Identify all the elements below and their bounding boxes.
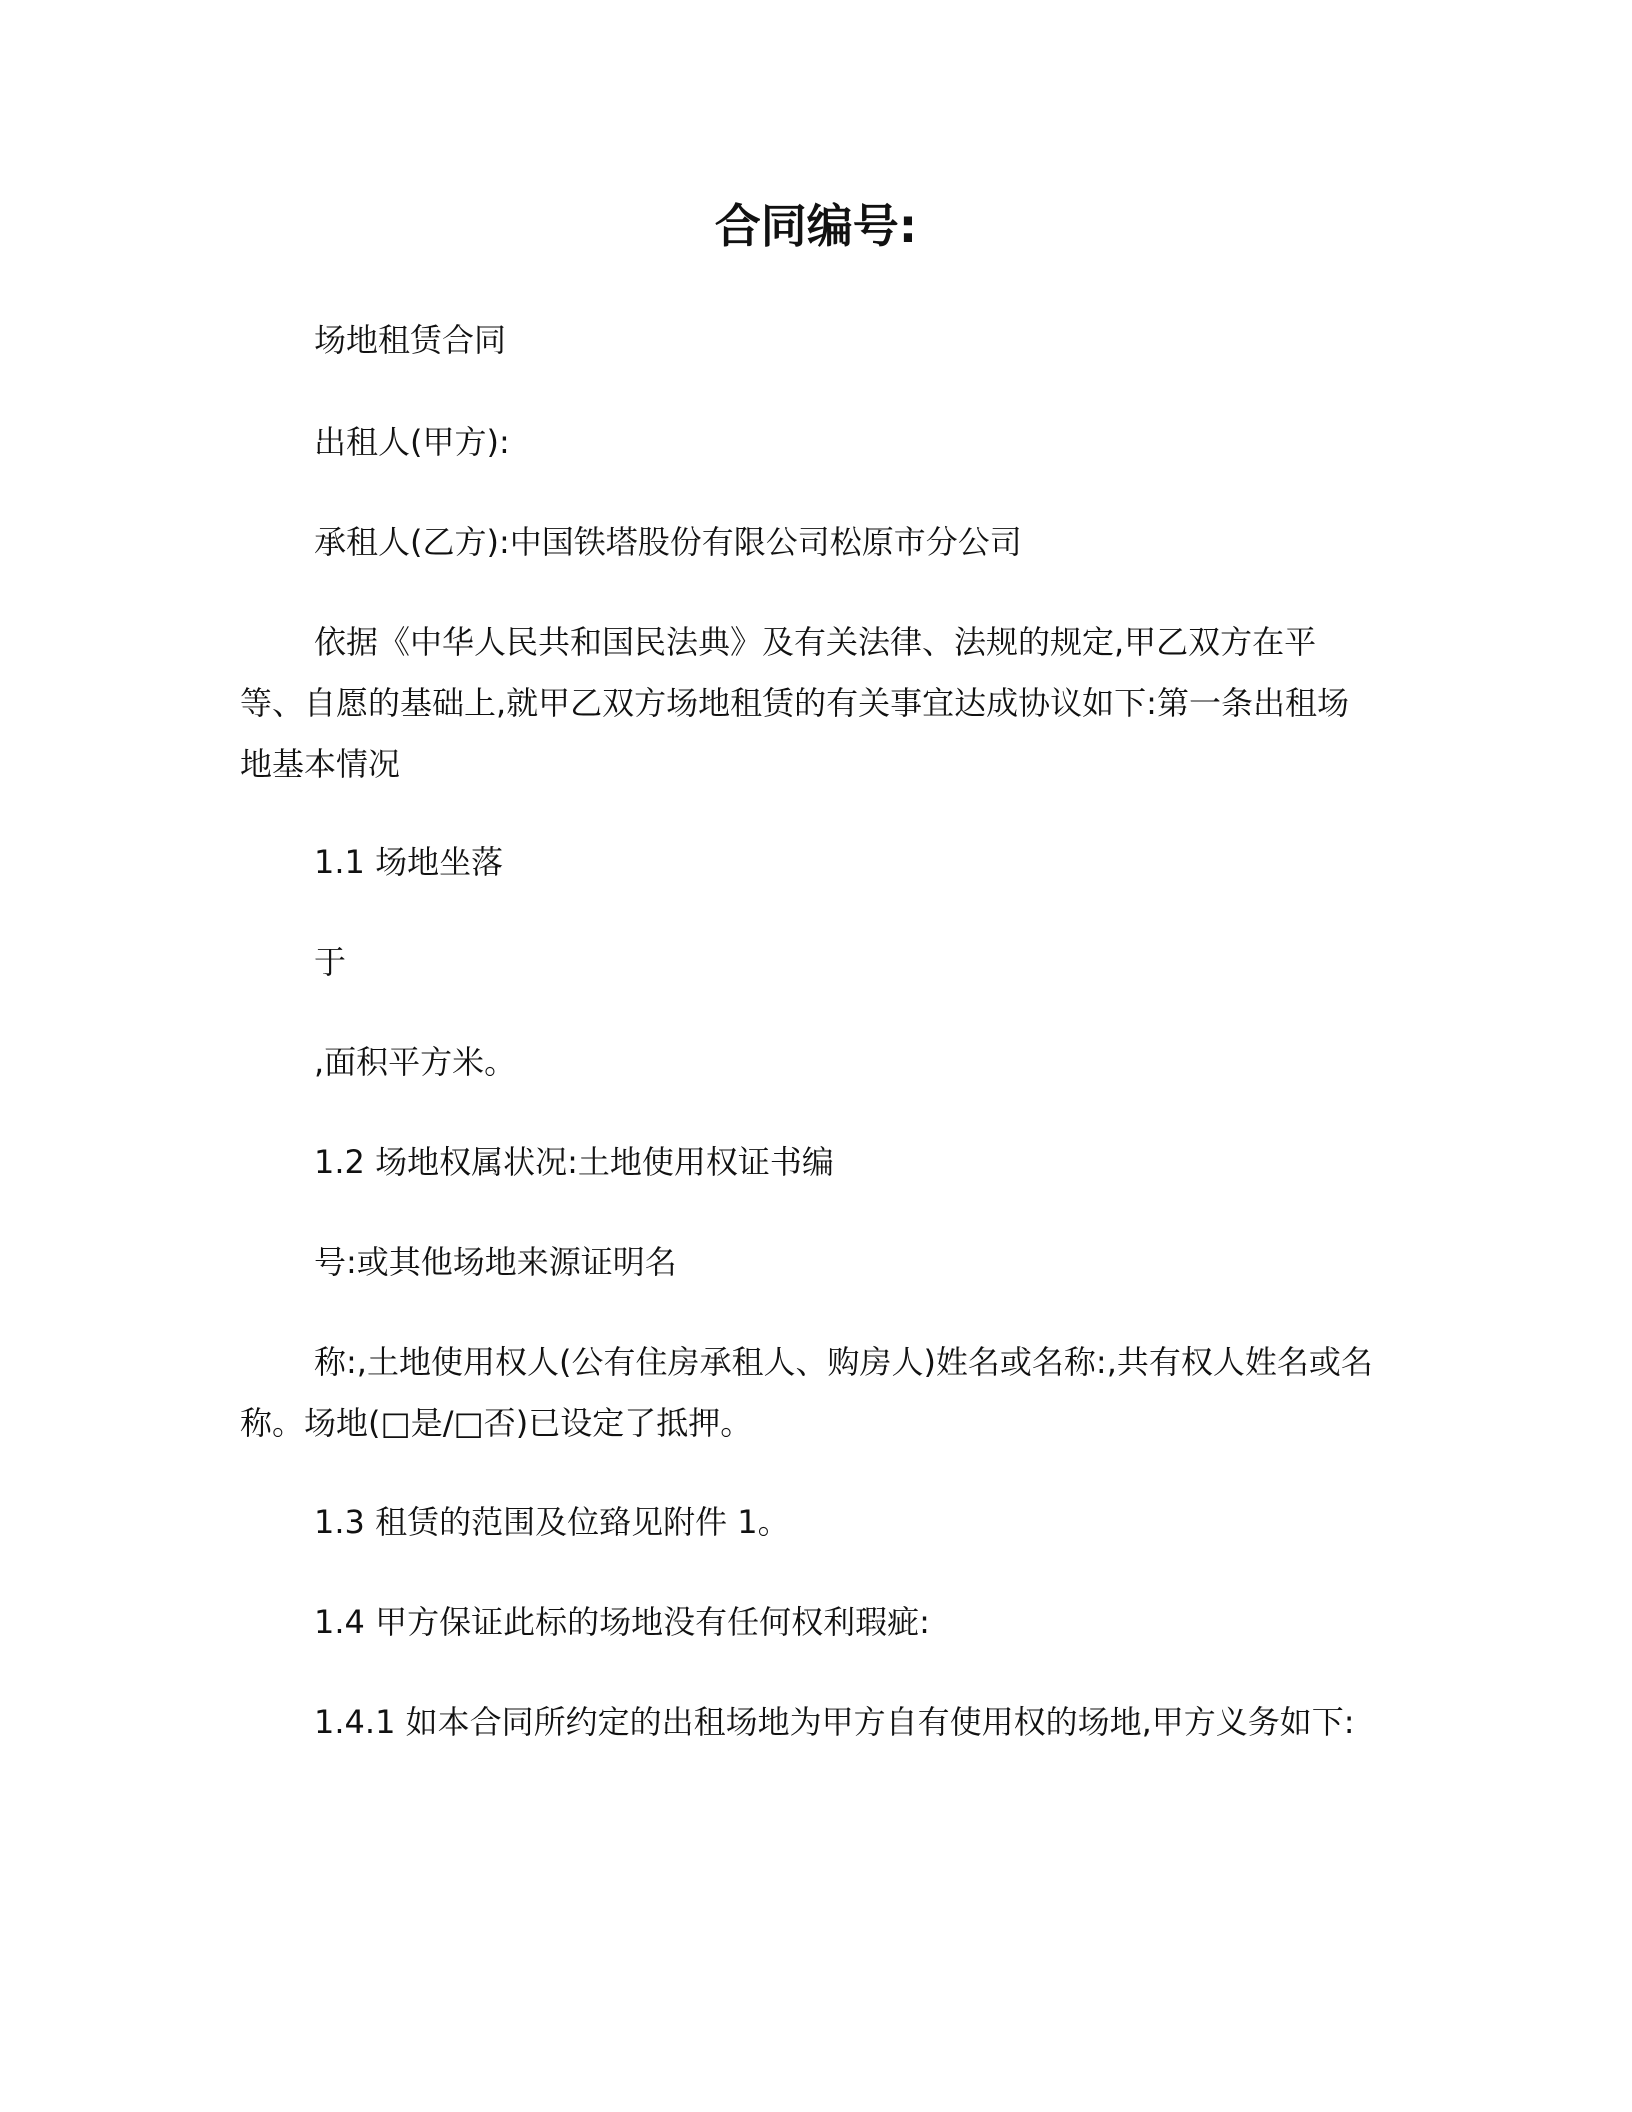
- clause-1-2-ownership: 1.2 场地权属状况:土地使用权证书编: [314, 1143, 834, 1181]
- ownership-details-paragraph: 称:,土地使用权人(公有住房承租人、购房人)姓名或名称:,共有权人姓名或名称。场地(□是/□否)已设定了抵押。: [240, 1343, 1373, 1442]
- location-continuation: 于: [314, 943, 347, 981]
- clause-1-4-warranty: 1.4 甲方保证此标的场地没有任何权利瑕疵:: [314, 1603, 930, 1641]
- clause-1-4-1-obligations: 1.4.1 如本合同所约定的出租场地为甲方自有使用权的场地,甲方义务如下:: [314, 1703, 1355, 1741]
- certificate-number-line: 号:或其他场地来源证明名: [314, 1243, 677, 1281]
- lessor-line: 出租人(甲方):: [314, 423, 510, 461]
- clause-1-1-location: 1.1 场地坐落: [314, 843, 504, 881]
- clause-1-3-scope: 1.3 租赁的范围及位臵见附件 1。: [314, 1503, 790, 1541]
- contract-name: 场地租赁合同: [314, 321, 507, 359]
- preamble-paragraph: 依据《中华人民共和国民法典》及有关法律、法规的规定,甲乙双方在平等、自愿的基础上,就甲乙双方场地租赁的有关事宜达成协议如下:第一条出租场地基本情况: [240, 623, 1349, 783]
- contract-number-title: 合同编号:: [714, 199, 918, 253]
- area-line: ,面积平方米。: [314, 1043, 517, 1081]
- lessee-line: 承租人(乙方):中国铁塔股份有限公司松原市分公司: [314, 523, 1022, 561]
